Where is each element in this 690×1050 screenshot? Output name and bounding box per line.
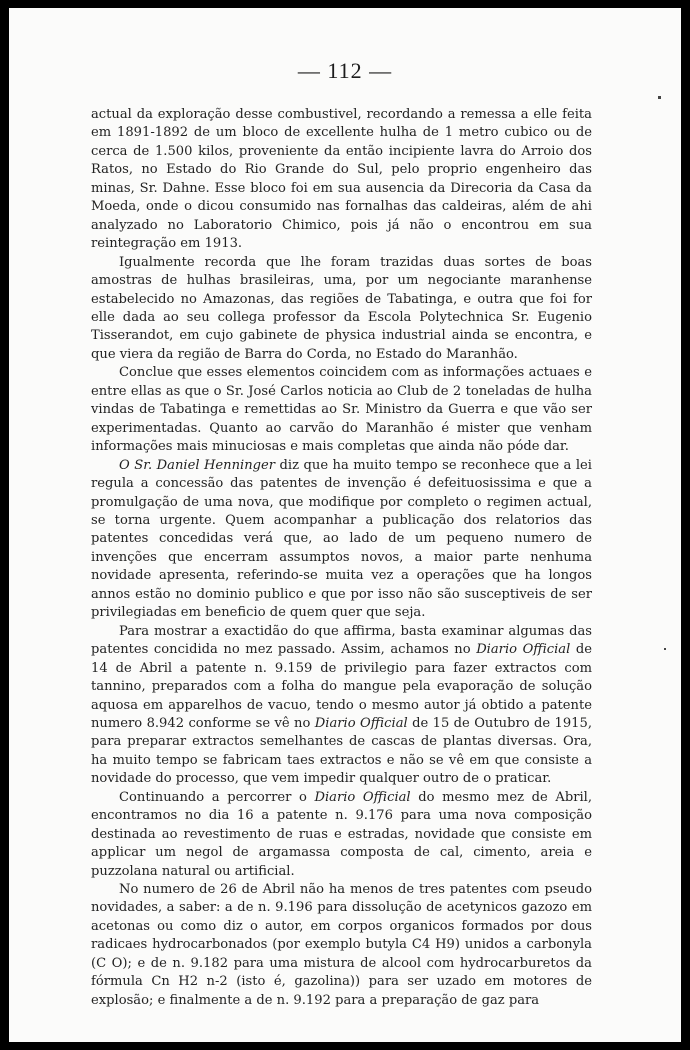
publication-name: Diario Official [314,715,408,731]
text-segment: Continuando a percorrer o [119,789,315,805]
speaker-name: O Sr. Daniel Henninger [119,457,276,473]
text-segment: Conclue que esses elementos coincidem com as informações actuaes e entre ellas as que o Sr. José Carlos noticia ao Club de 2 toneladas de hulha vindas de Tabatinga e remettidas ao Sr. Ministro da Guerra e que vão ser experimentadas. Quanto ao carvão do Maranhão é mister que venham informações mais minuciosas e mais completas que ainda não póde dar. [91,365,592,455]
text-segment: diz que ha muito tempo se reconhece que a lei regula a concessão das patentes de invenção é defeituosissima e que a promulgação de uma nova, que modifique por completo o regimen actual, se torna urgente. Quem acompanhar a publicação dos relatorios das patentes concedidas verá que, ao lado de um pequeno numero de invenções que encerram assumptos novos, a maior parte nenhuma novidade apresenta, referindo-se muita vez a operações que ha longos annos estão no dominio publico e que por isso não são susceptiveis de ser privilegiadas em beneficio de quem quer que seja. [91,457,592,621]
text-segment: Para mostrar a exactidão do que affirma, basta examinar algumas das patentes concidida no mez passado. Assim, achamos no [91,623,592,658]
paragraph-6 [91,789,592,881]
text-segment: de 15 de Outubro de 1915, para preparar extractos semelhantes de cascas de plantas diversas. Ora, ha muito tempo se fabricam taes extractos e não se vê em que consiste a novidade do processo, que vem impedir qualquer outro de o praticar. [91,715,592,787]
text-segment: Igualmente recorda que lhe foram trazidas duas sortes de boas amostras de hulhas brasileiras, uma, por um negociante maranhense estabelecido no Amazonas, das regiões de Tabatinga, e outra que foi for elle dada ao seu collega professor da Escola Polytechnica Sr. Eugenio Tisserandot, em cujo gabinete de physica industrial ainda se encontra, e que viera da região de Barra do Corda, no Estado do Maranhão. [91,254,592,362]
scan-speck [658,96,661,99]
paragraph-1 [91,106,592,254]
paragraph-5 [91,623,592,789]
paragraph-2 [91,254,592,365]
publication-name: Diario Official [476,642,571,658]
text-segment: actual da exploração desse combustivel, recordando a remessa a elle feita em 1891-1892 de um bloco de excellente hulha de 1 metro cubico ou de cerca de 1.500 kilos, proveniente da então incipiente lavra do Arroio dos Ratos, no Estado do Rio Grande do Sul, pelo proprio engenheiro das minas, Sr. Dahne. Esse bloco foi em sua ausencia da Direcoria da Casa da Moeda, onde o dicou consumido nas fornalhas das caldeiras, além de ahi analyzado no Laboratorio Chimico, pois já não o encontrou em sua reintegração em 1913. [91,107,592,252]
paragraph-3 [91,364,592,456]
text-segment: No numero de 26 de Abril não ha menos de tres patentes com pseudo novidades, a saber: a de n. 9.196 para dissolução de acetynicos gazozo em acetonas ou como diz o autor, em corpos organicos formados por dous radicaes hydrocarbonados (por exemplo butyla C4 H9) unidos a carbonyla (C O); e de n. 9.182 para uma mistura de alcool com hydrocarburetos da fórmula Cn H2 n-2 (isto é, gazolina)) para ser uzado em motores de explosão; e finalmente a de n. 9.192 para a preparação de gaz para [91,882,592,1008]
scan-speck [664,648,666,650]
page-number: — 112 — [297,58,393,83]
text-segment: de 14 de Abril a patente n. 9.159 de privilegio para fazer extractos com tannino, preparados com a folha do mangue pela evaporação de solução aquosa em apparelhos de vacuo, tendo o mesmo autor já obtido a patente numero 8.942 conforme se vê no [91,642,592,731]
document-page [9,8,681,1042]
publication-name: Diario Official [314,789,411,805]
paragraph-4 [91,457,592,623]
text-segment: do mesmo mez de Abril, encontramos no dia 16 a patente n. 9.176 para uma nova composição destinada ao revestimento de ruas e estradas, novidade que consiste em applicar um negol de argamassa composta de cal, cimento, areia e puzzolana natural ou artificial. [91,789,593,879]
paragraph-7 [91,881,592,1010]
body-text [91,106,592,1010]
